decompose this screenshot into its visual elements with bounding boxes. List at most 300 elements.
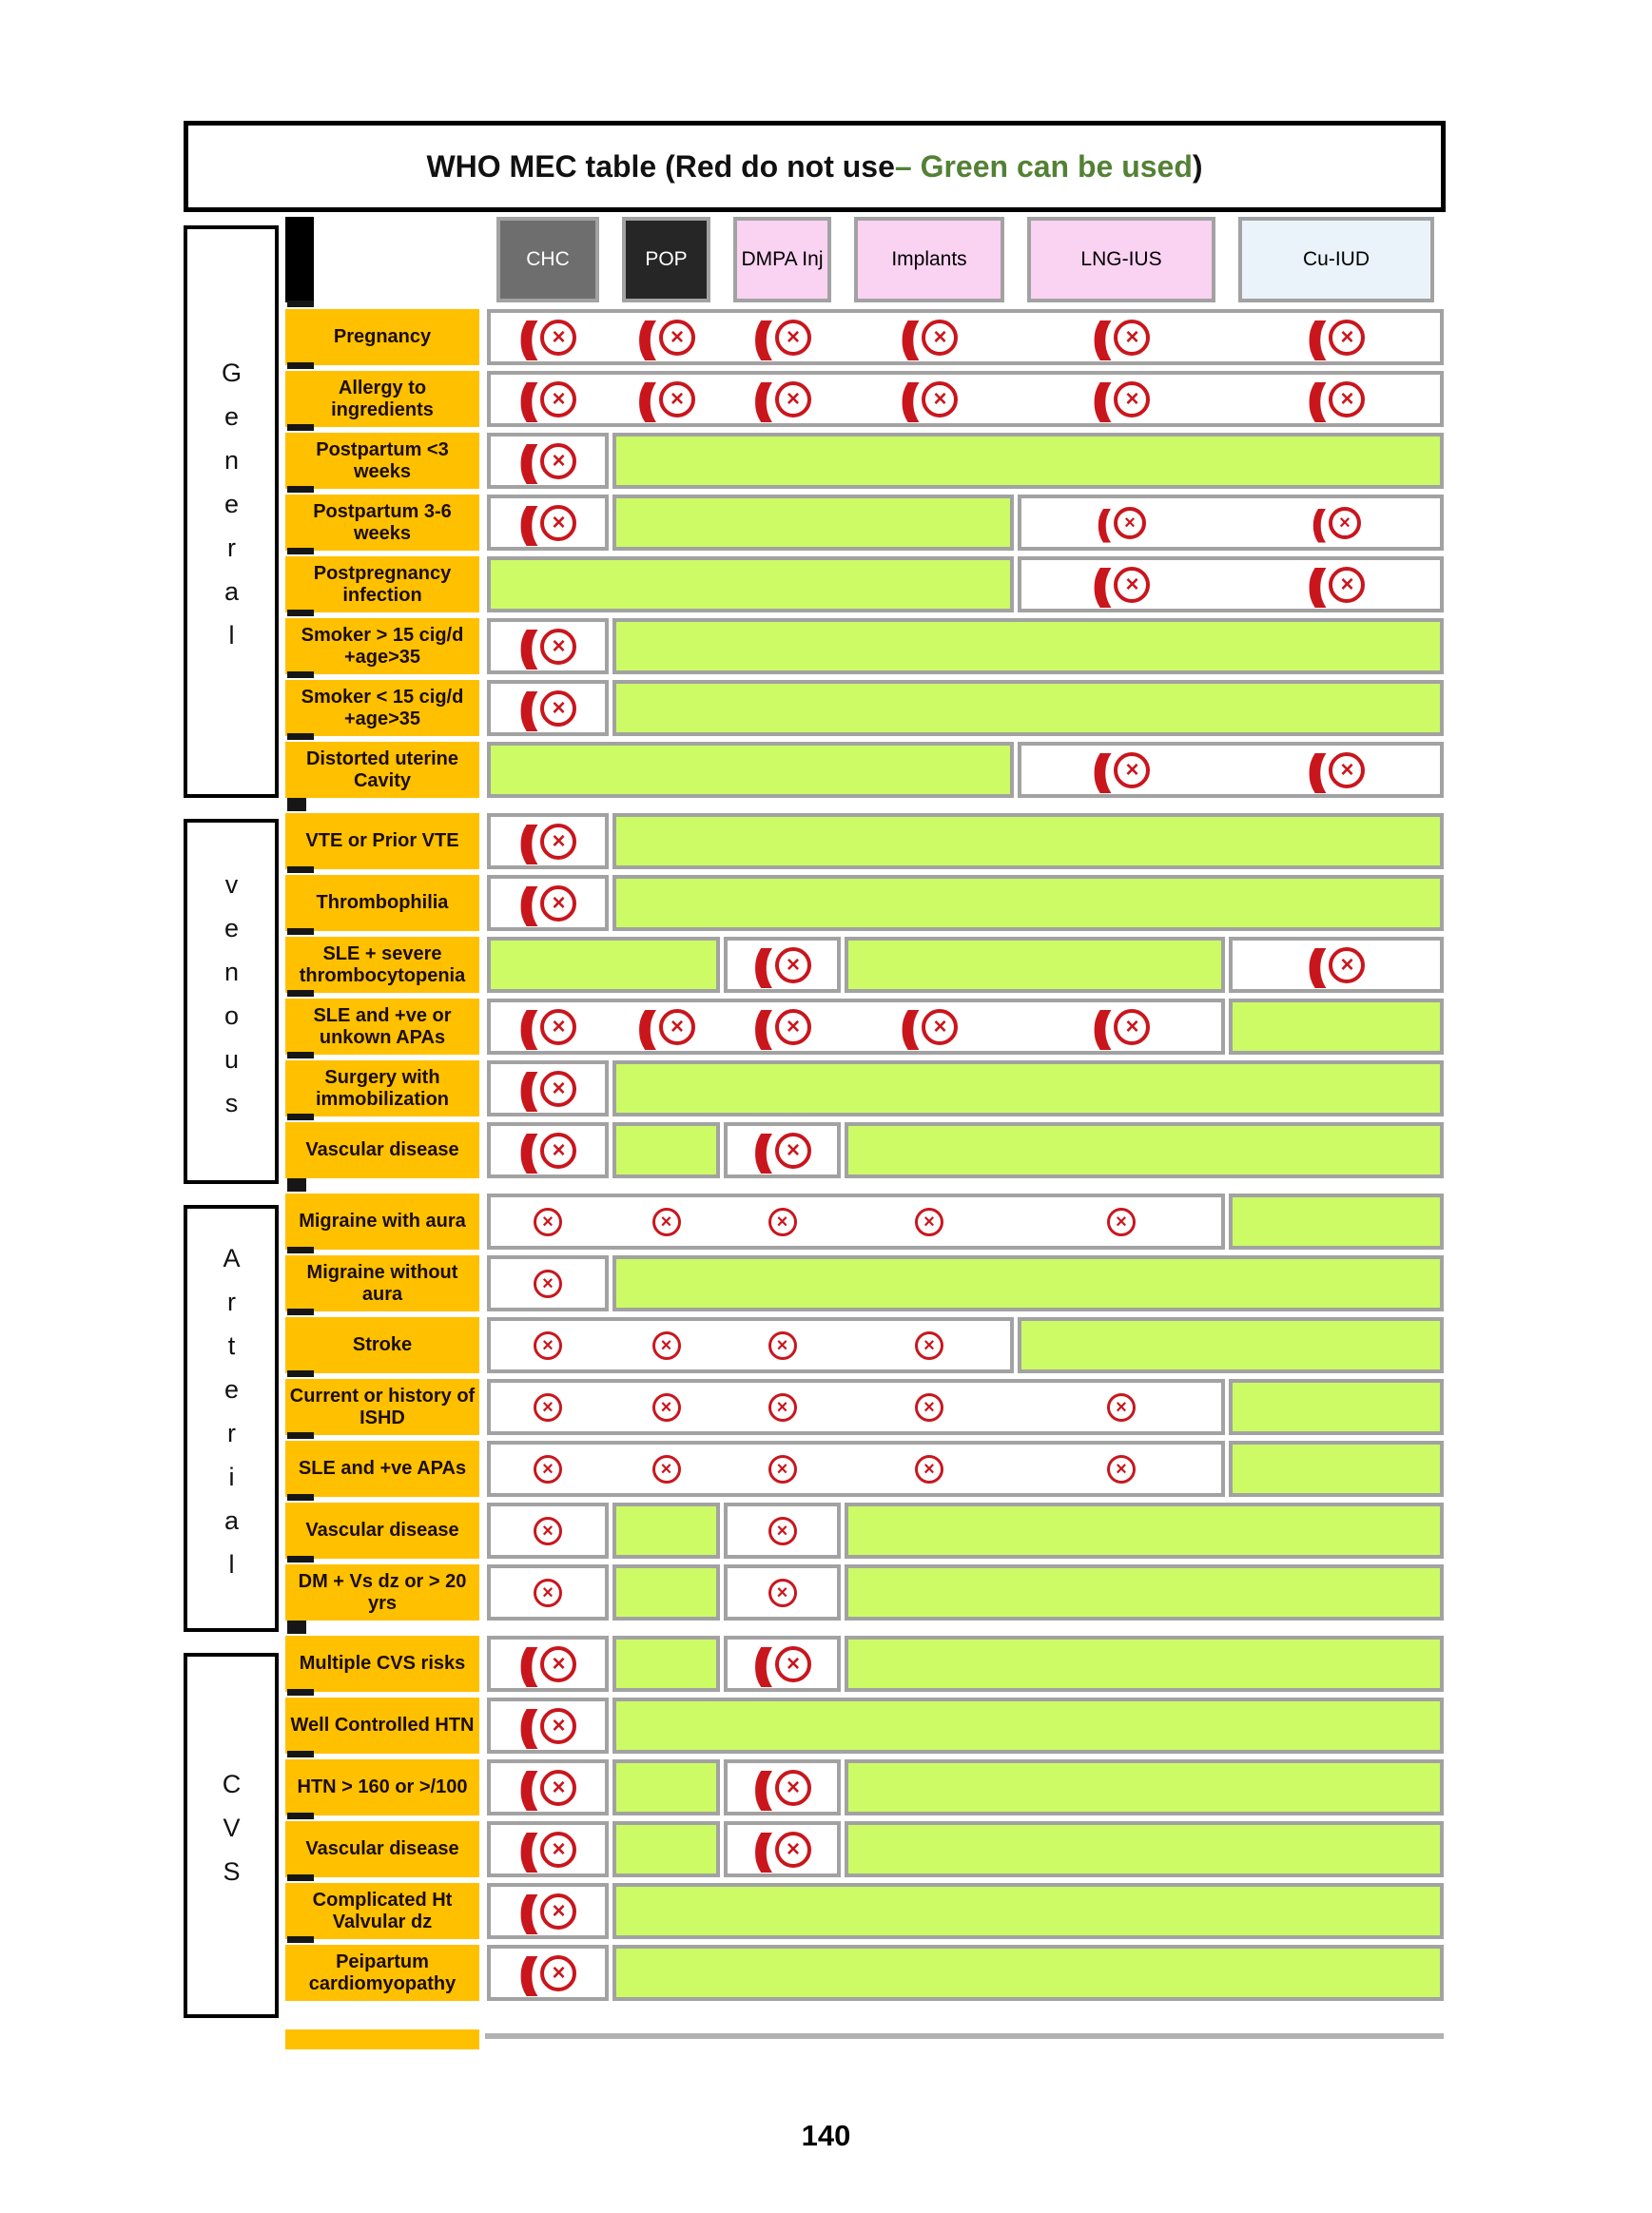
prohibited-icon xyxy=(1307,375,1366,422)
cell-green-can-use xyxy=(612,680,1444,736)
circle-x-glyph: × xyxy=(775,947,811,983)
cell-symbol xyxy=(485,1255,611,1311)
cell-symbol xyxy=(485,1441,611,1497)
row-label: Complicated Ht Valvular dz xyxy=(285,1883,479,1939)
row-label: Peipartum cardiomyopathy xyxy=(285,1945,479,2001)
cell-symbol xyxy=(485,1759,611,1815)
emphasis-arcs: ((( xyxy=(900,1002,909,1050)
prohibited-icon xyxy=(637,1002,695,1050)
prohibited-icon xyxy=(1307,941,1366,988)
cell-symbol xyxy=(611,999,722,1055)
circle-x-glyph: × xyxy=(915,1455,943,1484)
cell-symbol xyxy=(1016,1194,1227,1250)
cell-green-can-use xyxy=(612,813,1444,869)
prohibited-icon xyxy=(753,1126,811,1174)
cell-green-can-use xyxy=(612,433,1444,489)
cell-green-can-use xyxy=(612,1122,720,1178)
circle-x-glyph: × xyxy=(540,1009,576,1045)
prohibited-icon xyxy=(518,498,577,546)
group-label: venous xyxy=(217,870,246,1133)
crossed-circle-icon xyxy=(768,1208,797,1236)
table-row xyxy=(285,1698,1446,1754)
prohibited-icon xyxy=(518,1825,577,1873)
circle-x-glyph: × xyxy=(652,1331,681,1360)
crossed-circle-icon xyxy=(768,1331,797,1360)
cell-symbol xyxy=(485,371,611,427)
header-spacer xyxy=(285,215,485,304)
circle-x-glyph: × xyxy=(768,1393,797,1422)
title-text-close: ) xyxy=(1192,148,1203,184)
row-label: Migraine without aura xyxy=(285,1255,479,1311)
circle-x-glyph: × xyxy=(534,1579,562,1607)
cell-green-can-use xyxy=(845,1564,1444,1621)
prohibited-icon xyxy=(753,1002,811,1050)
circle-x-glyph: × xyxy=(1114,507,1146,539)
column-header-cell xyxy=(843,215,1016,304)
cell-symbol xyxy=(722,371,843,427)
prohibited-icon xyxy=(753,313,811,360)
circle-x-glyph: × xyxy=(534,1270,562,1298)
table-row xyxy=(285,371,1446,427)
crossed-circle-icon xyxy=(534,1331,562,1360)
prohibited-icon xyxy=(900,375,959,422)
circle-x-glyph: × xyxy=(540,824,576,860)
cell-symbol xyxy=(1016,742,1227,798)
cell-green-can-use xyxy=(612,1564,720,1621)
circle-x-glyph: × xyxy=(1329,567,1365,603)
cell-green-can-use xyxy=(612,618,1444,674)
emphasis-arcs: ((( xyxy=(753,1126,762,1174)
prohibited-icon xyxy=(518,1949,577,1996)
prohibited-icon xyxy=(518,1887,577,1934)
prohibited-icon xyxy=(1092,313,1151,360)
crossed-circle-icon xyxy=(534,1579,562,1607)
cell-symbol xyxy=(1227,742,1446,798)
row-label: VTE or Prior VTE xyxy=(285,813,479,869)
row-label: SLE + severe thrombocytopenia xyxy=(285,937,479,993)
cell-symbol xyxy=(722,1821,843,1877)
emphasis-arcs: (( xyxy=(1097,501,1102,543)
emphasis-arcs: ((( xyxy=(518,313,528,360)
emphasis-arcs: (( xyxy=(1312,501,1317,543)
circle-x-glyph: × xyxy=(534,1208,562,1236)
crossed-circle-icon xyxy=(1107,1393,1136,1422)
row-label: Smoker < 15 cig/d +age>35 xyxy=(285,680,479,736)
circle-x-glyph: × xyxy=(768,1455,797,1484)
circle-x-glyph: × xyxy=(534,1455,562,1484)
table-row xyxy=(285,999,1446,1055)
title-text-green: – Green can be used xyxy=(894,148,1193,184)
crossed-circle-icon xyxy=(534,1393,562,1422)
circle-x-glyph: × xyxy=(540,629,576,665)
circle-x-glyph: × xyxy=(922,1009,958,1045)
circle-x-glyph: × xyxy=(659,381,695,417)
row-label: Vascular disease xyxy=(285,1503,479,1559)
cell-symbol xyxy=(485,1122,611,1178)
prohibited-icon xyxy=(518,684,577,731)
emphasis-arcs: ((( xyxy=(518,1701,528,1749)
cell-green-can-use xyxy=(845,1759,1444,1815)
prohibited-icon xyxy=(518,375,577,422)
emphasis-arcs: ((( xyxy=(518,1949,528,1996)
cell-symbol xyxy=(485,433,611,489)
circle-x-glyph: × xyxy=(775,1832,811,1868)
emphasis-arcs: ((( xyxy=(518,437,528,484)
cell-green-can-use xyxy=(845,1122,1444,1178)
table-row xyxy=(285,742,1446,798)
prohibited-icon xyxy=(518,879,577,926)
cell-green-can-use xyxy=(487,742,1014,798)
row-label: Pregnancy xyxy=(285,309,479,365)
group-box-arterial xyxy=(184,1205,279,1632)
emphasis-arcs: ((( xyxy=(753,941,762,988)
cell-symbol xyxy=(722,999,843,1055)
circle-x-glyph: × xyxy=(775,1009,811,1045)
cell-symbol xyxy=(722,1317,843,1373)
emphasis-arcs: ((( xyxy=(1307,560,1316,608)
table-row xyxy=(285,556,1446,612)
column-header-chc: CHC xyxy=(496,217,599,302)
cell-symbol xyxy=(485,1698,611,1754)
table-row xyxy=(285,1759,1446,1815)
column-header-cell xyxy=(485,215,611,304)
cell-symbol xyxy=(1016,1441,1227,1497)
prohibited-icon xyxy=(637,375,695,422)
circle-x-glyph: × xyxy=(540,1770,576,1806)
circle-x-glyph: × xyxy=(540,690,576,727)
cell-symbol xyxy=(485,1636,611,1692)
group-box-general xyxy=(184,225,279,798)
cell-symbol xyxy=(843,1379,1016,1435)
cell-symbol xyxy=(722,1194,843,1250)
circle-x-glyph: × xyxy=(540,1832,576,1868)
row-label: Current or history of ISHD xyxy=(285,1379,479,1435)
cell-green-can-use xyxy=(612,875,1444,931)
group-label: CVS xyxy=(217,1770,246,1901)
circle-x-glyph: × xyxy=(922,381,958,417)
cell-symbol xyxy=(485,1883,611,1939)
cell-symbol xyxy=(1227,556,1446,612)
cell-symbol xyxy=(1227,937,1446,993)
emphasis-arcs: ((( xyxy=(518,498,528,546)
crossed-circle-icon xyxy=(652,1331,681,1360)
table-row xyxy=(285,1441,1446,1497)
circle-x-glyph: × xyxy=(1114,320,1150,356)
crossed-circle-icon xyxy=(768,1393,797,1422)
circle-x-glyph: × xyxy=(1114,1009,1150,1045)
emphasis-arcs: ((( xyxy=(753,1825,762,1873)
crossed-circle-icon xyxy=(534,1270,562,1298)
cell-green-can-use xyxy=(612,1883,1444,1939)
cell-green-can-use xyxy=(1229,1441,1444,1497)
circle-x-glyph: × xyxy=(540,443,576,479)
cell-symbol xyxy=(485,1060,611,1116)
prohibited-icon xyxy=(1092,560,1151,608)
row-label: Allergy to ingredients xyxy=(285,371,479,427)
crossed-circle-icon xyxy=(652,1208,681,1236)
prohibited-icon xyxy=(753,941,811,988)
circle-x-glyph: × xyxy=(775,381,811,417)
prohibited-icon xyxy=(518,437,577,484)
circle-x-glyph: × xyxy=(775,1770,811,1806)
table-row xyxy=(285,1255,1446,1311)
circle-x-glyph: × xyxy=(540,1133,576,1169)
emphasis-arcs: ((( xyxy=(518,817,528,864)
table-row xyxy=(285,1194,1446,1250)
cell-symbol xyxy=(1016,495,1227,551)
cell-symbol xyxy=(843,1441,1016,1497)
circle-x-glyph: × xyxy=(768,1331,797,1360)
cell-symbol xyxy=(722,309,843,365)
cell-green-can-use xyxy=(1229,1379,1444,1435)
cell-symbol xyxy=(722,1759,843,1815)
circle-x-glyph: × xyxy=(540,320,576,356)
cell-green-can-use xyxy=(1018,1317,1444,1373)
table-row xyxy=(285,1317,1446,1373)
row-label: Migraine with aura xyxy=(285,1194,479,1250)
prohibited-icon xyxy=(1307,560,1366,608)
cell-symbol xyxy=(843,309,1016,365)
circle-x-glyph: × xyxy=(540,885,576,922)
cell-green-can-use xyxy=(487,937,720,993)
group-box-venous xyxy=(184,819,279,1184)
prohibited-icon xyxy=(518,1064,577,1112)
emphasis-arcs: ((( xyxy=(518,1064,528,1112)
cell-symbol xyxy=(722,1441,843,1497)
cell-green-can-use xyxy=(612,1821,720,1877)
circle-x-glyph: × xyxy=(540,1893,576,1930)
circle-x-glyph: × xyxy=(659,320,695,356)
prohibited-icon xyxy=(518,1701,577,1749)
prohibited-icon xyxy=(518,1002,577,1050)
table-row xyxy=(285,618,1446,674)
row-label: Postpregnancy infection xyxy=(285,556,479,612)
prohibited-icon xyxy=(753,1825,811,1873)
prohibited-icon xyxy=(518,622,577,670)
prohibited-icon xyxy=(1092,746,1151,793)
table-row xyxy=(285,1503,1446,1559)
title-text-black: WHO MEC table (Red do not use xyxy=(426,148,895,184)
circle-x-glyph: × xyxy=(1329,320,1365,356)
cell-symbol xyxy=(843,371,1016,427)
prohibited-icon xyxy=(1092,375,1151,422)
table-row xyxy=(285,1122,1446,1178)
circle-x-glyph: × xyxy=(540,381,576,417)
cell-symbol xyxy=(1016,556,1227,612)
cell-green-can-use xyxy=(612,1759,720,1815)
row-label: Thrombophilia xyxy=(285,875,479,931)
crossed-circle-icon xyxy=(768,1517,797,1545)
table-row xyxy=(285,1379,1446,1435)
table-row xyxy=(285,1883,1446,1939)
column-header-row xyxy=(285,215,1446,304)
prohibited-icon xyxy=(753,1763,811,1811)
cell-green-can-use xyxy=(845,1636,1444,1692)
emphasis-arcs: ((( xyxy=(753,1002,762,1050)
emphasis-arcs: ((( xyxy=(753,313,762,360)
prohibited-icon xyxy=(518,1126,577,1174)
group-label: General xyxy=(217,359,246,665)
circle-x-glyph: × xyxy=(534,1331,562,1360)
cell-symbol xyxy=(843,999,1016,1055)
prohibited-icon xyxy=(1092,1002,1151,1050)
table-row xyxy=(285,1821,1446,1877)
emphasis-arcs: ((( xyxy=(637,1002,646,1050)
circle-x-glyph: × xyxy=(1329,381,1365,417)
prohibited-icon xyxy=(518,313,577,360)
cell-symbol xyxy=(485,1317,611,1373)
cell-symbol xyxy=(1016,999,1227,1055)
table-row xyxy=(285,309,1446,365)
circle-x-glyph: × xyxy=(540,1955,576,1991)
circle-x-glyph: × xyxy=(915,1393,943,1422)
cell-green-can-use xyxy=(845,937,1225,993)
cell-symbol xyxy=(722,1503,843,1559)
cell-symbol xyxy=(485,309,611,365)
emphasis-arcs: ((( xyxy=(900,313,909,360)
circle-x-glyph: × xyxy=(1114,381,1150,417)
circle-x-glyph: × xyxy=(1107,1455,1136,1484)
page-number: 140 xyxy=(801,2119,851,2152)
cell-symbol xyxy=(485,1503,611,1559)
cell-symbol xyxy=(611,1194,722,1250)
circle-x-glyph: × xyxy=(1114,752,1150,788)
emphasis-arcs: ((( xyxy=(518,1640,528,1687)
crossed-circle-icon xyxy=(915,1393,943,1422)
prohibited-icon xyxy=(900,313,959,360)
cell-symbol xyxy=(1016,1379,1227,1435)
circle-x-glyph: × xyxy=(1107,1393,1136,1422)
cell-green-can-use xyxy=(845,1503,1444,1559)
crossed-circle-icon xyxy=(652,1393,681,1422)
row-label: Distorted uterine Cavity xyxy=(285,742,479,798)
table-row xyxy=(285,1636,1446,1692)
emphasis-arcs: ((( xyxy=(1092,746,1101,793)
cell-symbol xyxy=(485,618,611,674)
prohibited-icon xyxy=(518,1763,577,1811)
emphasis-arcs: ((( xyxy=(518,879,528,926)
emphasis-arcs: ((( xyxy=(637,375,646,422)
emphasis-arcs: ((( xyxy=(518,1825,528,1873)
emphasis-arcs: ((( xyxy=(753,1640,762,1687)
cell-green-can-use xyxy=(612,1636,720,1692)
circle-x-glyph: × xyxy=(540,1708,576,1744)
row-label: Multiple CVS risks xyxy=(285,1636,479,1692)
prohibited-icon xyxy=(753,375,811,422)
circle-x-glyph: × xyxy=(652,1393,681,1422)
cell-symbol xyxy=(722,1564,843,1621)
circle-x-glyph: × xyxy=(775,320,811,356)
emphasis-arcs: ((( xyxy=(518,622,528,670)
cell-symbol xyxy=(485,999,611,1055)
cell-symbol xyxy=(843,1194,1016,1250)
circle-x-glyph: × xyxy=(775,1646,811,1682)
cell-symbol xyxy=(1016,309,1227,365)
cell-symbol xyxy=(611,1317,722,1373)
column-header-cell xyxy=(1016,215,1227,304)
cell-symbol xyxy=(843,1317,1016,1373)
cell-green-can-use xyxy=(845,1821,1444,1877)
crossed-circle-icon xyxy=(1107,1208,1136,1236)
circle-x-glyph: × xyxy=(768,1517,797,1545)
crossed-circle-icon xyxy=(915,1331,943,1360)
table-row xyxy=(285,1945,1446,2001)
emphasis-arcs: ((( xyxy=(637,313,646,360)
cell-symbol xyxy=(485,1379,611,1435)
column-header-cu-iud: Cu-IUD xyxy=(1238,217,1434,302)
circle-x-glyph: × xyxy=(1329,947,1365,983)
emphasis-arcs: ((( xyxy=(1092,375,1101,422)
prohibited-icon xyxy=(1097,501,1146,543)
table-row xyxy=(285,1564,1446,1621)
emphasis-arcs: ((( xyxy=(1307,375,1316,422)
crossed-circle-icon xyxy=(534,1517,562,1545)
table-row xyxy=(285,937,1446,993)
emphasis-arcs: ((( xyxy=(1307,941,1316,988)
crossed-circle-icon xyxy=(1107,1455,1136,1484)
cell-symbol xyxy=(485,1564,611,1621)
emphasis-arcs: ((( xyxy=(753,1763,762,1811)
emphasis-arcs: ((( xyxy=(900,375,909,422)
circle-x-glyph: × xyxy=(540,505,576,541)
crossed-circle-icon xyxy=(534,1455,562,1484)
row-label: SLE and +ve APAs xyxy=(285,1441,479,1497)
prohibited-icon xyxy=(1312,501,1361,543)
circle-x-glyph: × xyxy=(1107,1208,1136,1236)
cell-symbol xyxy=(611,1379,722,1435)
column-header-pop: POP xyxy=(622,217,710,302)
prohibited-icon xyxy=(753,1640,811,1687)
table-row xyxy=(285,875,1446,931)
emphasis-arcs: ((( xyxy=(518,1887,528,1934)
cell-symbol xyxy=(722,1636,843,1692)
crossed-circle-icon xyxy=(915,1455,943,1484)
circle-x-glyph: × xyxy=(1329,752,1365,788)
circle-x-glyph: × xyxy=(659,1009,695,1045)
circle-x-glyph: × xyxy=(915,1331,943,1360)
cell-symbol xyxy=(485,1194,611,1250)
column-header-dmpa-inj: DMPA Inj xyxy=(733,217,831,302)
row-label: Postpartum 3-6 weeks xyxy=(285,495,479,551)
circle-x-glyph: × xyxy=(768,1579,797,1607)
row-label: Surgery with immobilization xyxy=(285,1060,479,1116)
row-label: DM + Vs dz or > 20 yrs xyxy=(285,1564,479,1621)
table-row xyxy=(285,495,1446,551)
cell-symbol xyxy=(722,1122,843,1178)
cell-symbol xyxy=(1227,309,1446,365)
cell-symbol xyxy=(1016,371,1227,427)
emphasis-arcs: ((( xyxy=(1092,560,1101,608)
cut-off-row-label xyxy=(285,2029,479,2049)
cell-symbol xyxy=(485,875,611,931)
cell-symbol xyxy=(485,813,611,869)
crossed-circle-icon xyxy=(915,1208,943,1236)
row-label: Vascular disease xyxy=(285,1821,479,1877)
emphasis-arcs: ((( xyxy=(518,684,528,731)
circle-x-glyph: × xyxy=(1114,567,1150,603)
cell-symbol xyxy=(722,1379,843,1435)
emphasis-arcs: ((( xyxy=(1307,746,1316,793)
cell-symbol xyxy=(611,309,722,365)
table-body xyxy=(285,309,1446,2007)
column-header-lng-ius: LNG-IUS xyxy=(1027,217,1215,302)
prohibited-icon xyxy=(637,313,695,360)
column-header-implants: Implants xyxy=(854,217,1004,302)
cell-green-can-use xyxy=(1229,1194,1444,1250)
prohibited-icon xyxy=(900,1002,959,1050)
crossed-circle-icon xyxy=(768,1455,797,1484)
cell-green-can-use xyxy=(612,1060,1444,1116)
